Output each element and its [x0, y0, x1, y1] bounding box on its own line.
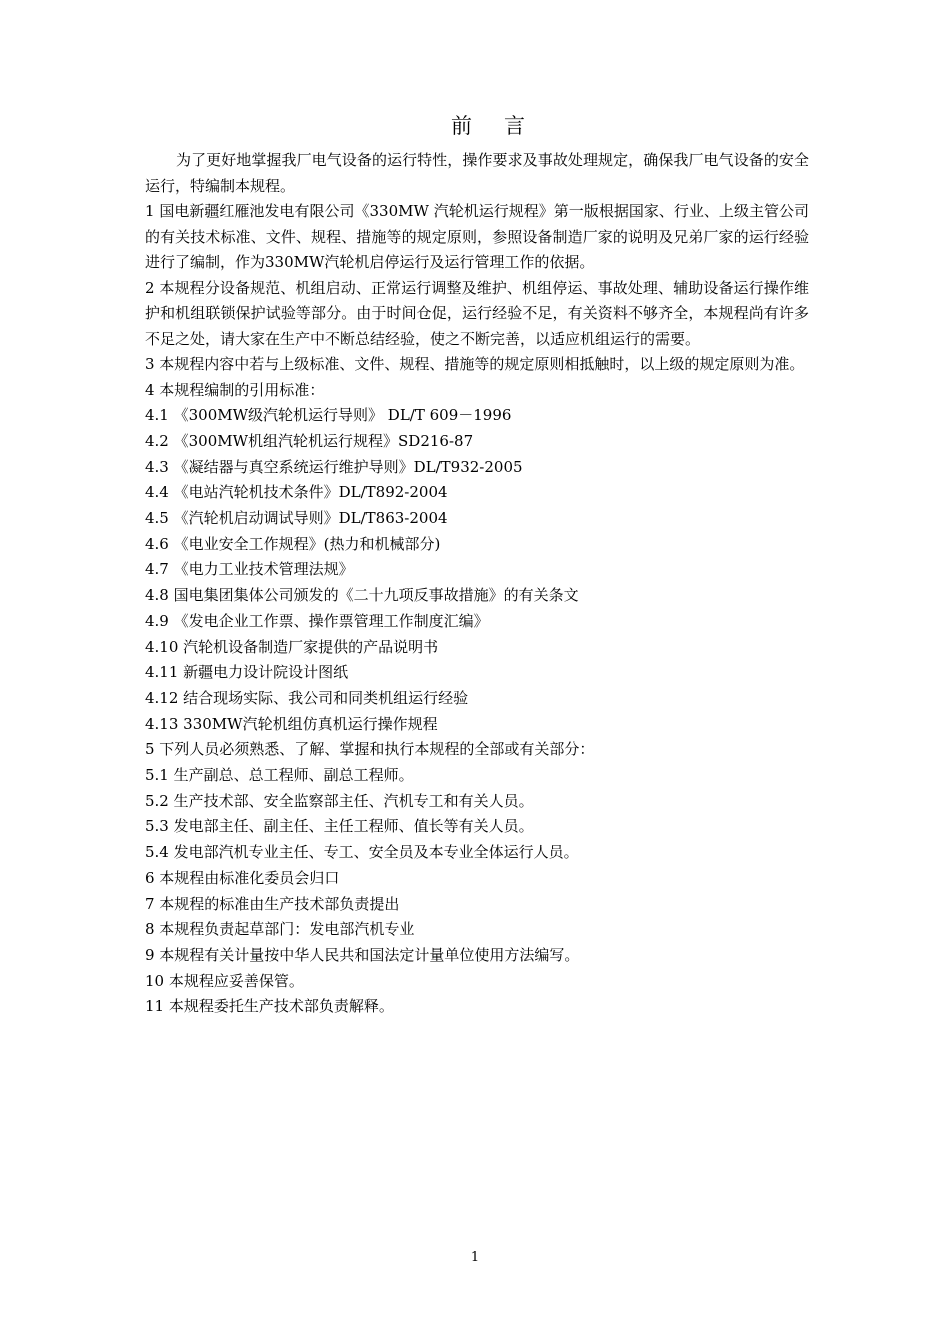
clause-4-8: 4.8 国电集团集体公司颁发的《二十九项反事故措施》的有关条文 [145, 586, 579, 605]
clause-4-2: 4.2 《300MW机组汽轮机运行规程》SD216-87 [145, 431, 474, 450]
document-body [145, 148, 809, 1020]
clause-2: 2 本规程分设备规范、机组启动、正常运行调整及维护、机组停运、事故处理、辅助设备运行操作维护和机组联锁保护试验等部分。由于时间仓促，运行经验不足，有关资料不够齐全，本规程尚有许多不足之处，请大家在生产中不断总结经验，使之不断完善，以适应机组运行的需要。 [145, 278, 809, 348]
clause-1: 1 国电新疆红雁池发电有限公司《330MW 汽轮机运行规程》第一版根据国家、行业、上级主管公司的有关技术标准、文件、规程、措施等的规定原则，参照设备制造厂家的说明及兄弟厂家的运行经验进行了编制，作为330MW汽轮机启停运行及运行管理工作的依据。 [145, 202, 809, 271]
clause-3: 3 本规程内容中若与上级标准、文件、规程、措施等的规定原则相抵触时，以上级的规定原则为准。 [145, 355, 805, 373]
clause-4-9: 4.9 《发电企业工作票、操作票管理工作制度汇编》 [145, 611, 489, 630]
clause-4-10: 4.10 汽轮机设备制造厂家提供的产品说明书 [145, 637, 439, 656]
clause-4-4: 4.4 《电站汽轮机技术条件》DL/T892-2004 [145, 483, 448, 502]
clause-4-1: 4.1 《300MW级汽轮机运行导则》 DL/T 609－1996 [145, 406, 512, 425]
clause-5-1: 5.1 生产副总、总工程师、副总工程师。 [145, 766, 414, 785]
clause-9: 9 本规程有关计量按中华人民共和国法定计量单位使用方法编写。 [145, 945, 580, 964]
clause-4-6: 4.6 《电业安全工作规程》(热力和机械部分) [145, 534, 441, 553]
clause-5-3: 5.3 发电部主任、副主任、主任工程师、值长等有关人员。 [145, 817, 534, 836]
clause-4-11: 4.11 新疆电力设计院设计图纸 [145, 663, 349, 682]
clause-8: 8 本规程负责起草部门：发电部汽机专业 [145, 920, 415, 939]
clause-5-2: 5.2 生产技术部、安全监察部主任、汽机专工和有关人员。 [145, 791, 534, 810]
clause-5: 5 下列人员必须熟悉、了解、掌握和执行本规程的全部或有关部分： [145, 740, 595, 759]
clause-10: 10 本规程应妥善保管。 [145, 971, 304, 990]
clause-4: 4 本规程编制的引用标准： [145, 380, 325, 399]
intro-paragraph: 为了更好地掌握我厂电气设备的运行特性，操作要求及事故处理规定，确保我厂电气设备的安全运行，特编制本规程。 [145, 151, 809, 195]
clause-11: 11 本规程委托生产技术部负责解释。 [145, 997, 394, 1016]
page-title: 前言 [451, 114, 557, 138]
clause-4-5: 4.5 《汽轮机启动调试导则》DL/T863-2004 [145, 509, 448, 528]
clause-4-12: 4.12 结合现场实际、我公司和同类机组运行经验 [145, 688, 469, 707]
clause-4-3: 4.3 《凝结器与真空系统运行维护导则》DL/T932-2005 [145, 457, 523, 476]
clause-4-7: 4.7 《电力工业技术管理法规》 [145, 560, 354, 579]
page-number: 1 [470, 1250, 480, 1265]
clause-5-4: 5.4 发电部汽机专业主任、专工、安全员及本专业全体运行人员。 [145, 843, 579, 862]
clause-4-13: 4.13 330MW汽轮机组仿真机运行操作规程 [145, 714, 438, 733]
clause-6: 6 本规程由标准化委员会归口 [145, 868, 340, 887]
clause-7: 7 本规程的标准由生产技术部负责提出 [145, 894, 400, 913]
